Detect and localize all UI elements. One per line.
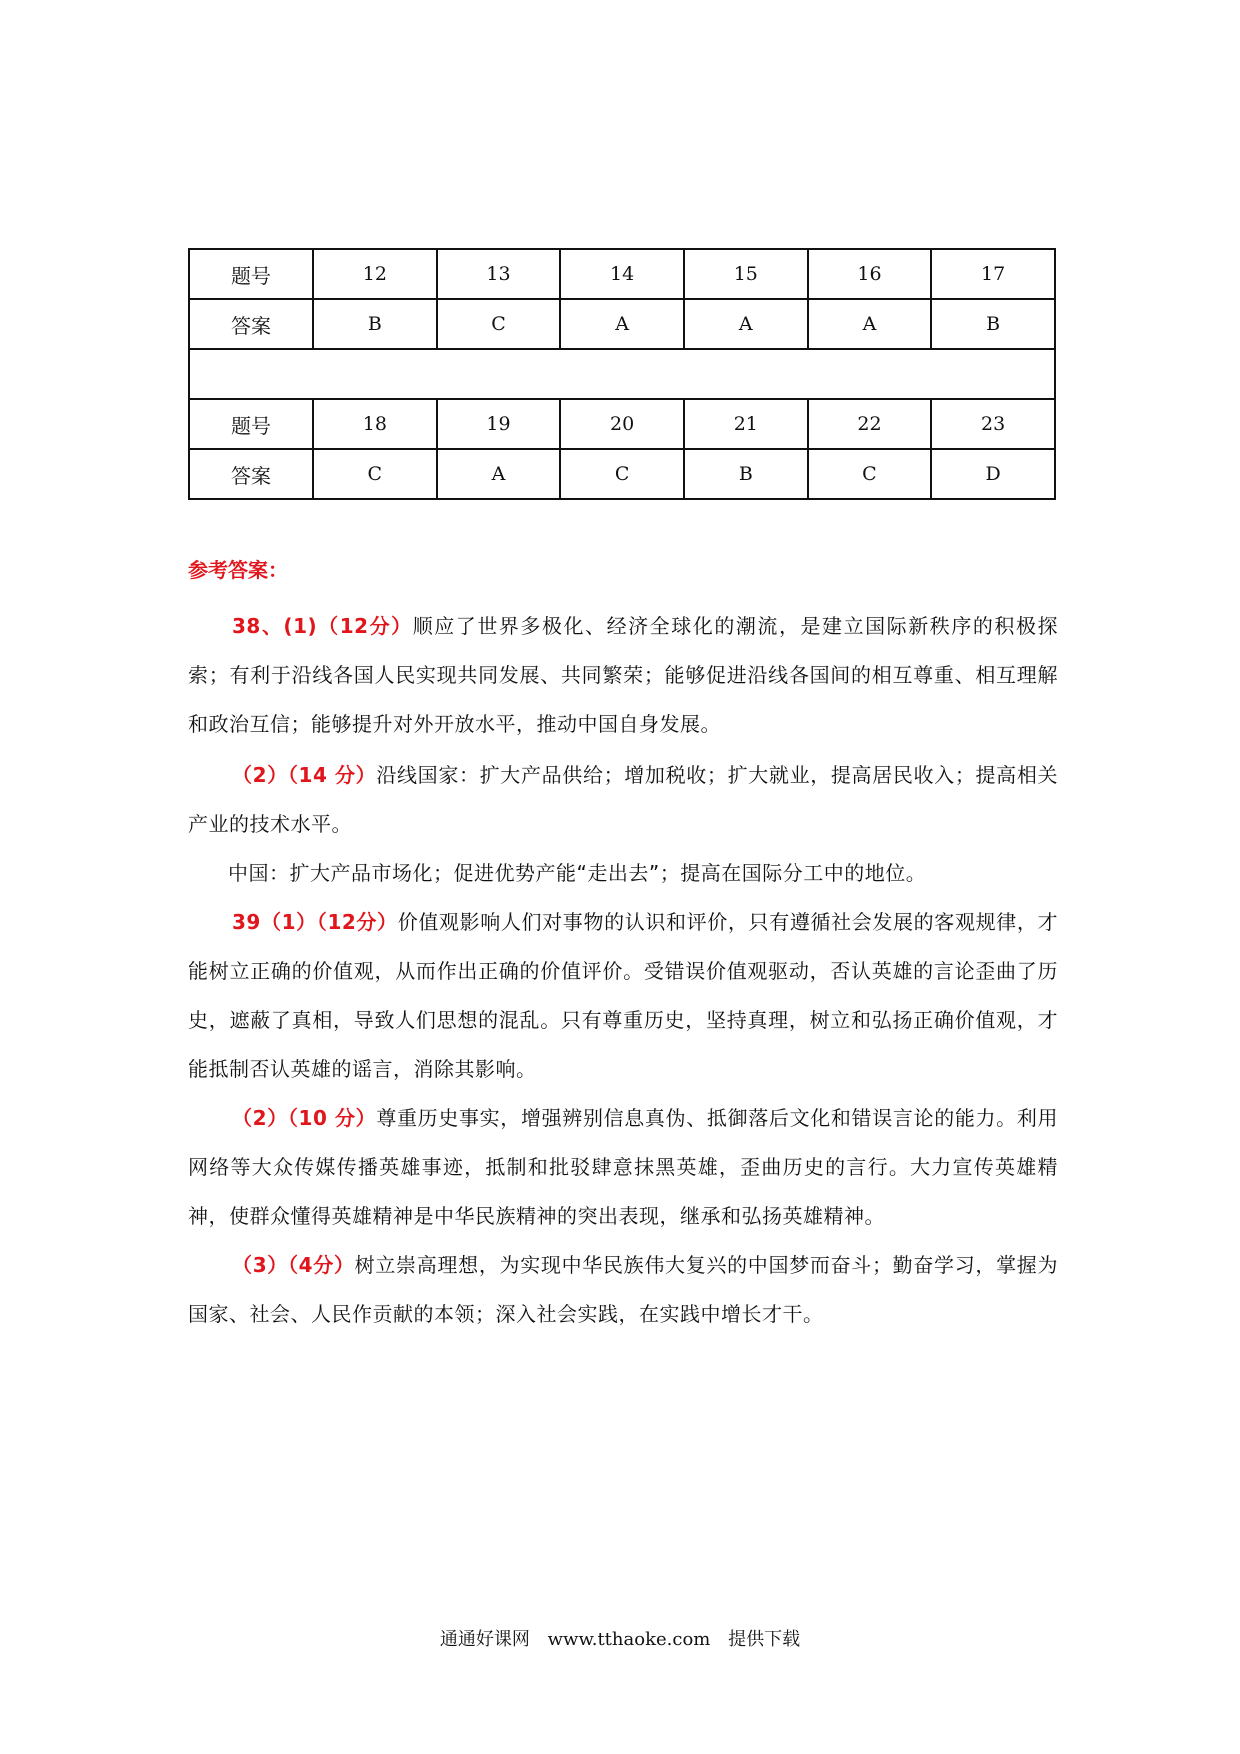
spacer-cell [189, 349, 1055, 399]
footer-site-name: 通通好课网 [439, 1629, 530, 1650]
question-number: 20 [560, 399, 684, 449]
answer-text: 价值观影响人们对事物的认识和评价，只有遵循社会发展的客观规律，才能树立正确的价值观，从而作出正确的价值评价。受错误价值观驱动，否认英雄的言论歪曲了历史，遮蔽了真相，导致人们思想的混乱。只有尊重历史，坚持真理，树立和弘扬正确价值观，才能抵制否认英雄的谣言，消除其影响。 [188, 910, 1058, 1081]
row-label-number: 题号 [189, 249, 313, 299]
page-footer [0, 1625, 1240, 1651]
answer-38-2-china [188, 849, 1058, 898]
question-number: 17 [931, 249, 1055, 299]
answer-cell: B [931, 299, 1055, 349]
reference-heading: 参考答案： [188, 558, 288, 582]
question-number: 23 [931, 399, 1055, 449]
question-number: 19 [437, 399, 561, 449]
answer-cell: A [560, 299, 684, 349]
question-number: 13 [437, 249, 561, 299]
table-row-answers-1 [189, 299, 1055, 349]
answer-text: 中国：扩大产品市场化；促进优势产能“走出去”；提高在国际分工中的地位。 [228, 861, 927, 885]
table-row-numbers-2 [189, 399, 1055, 449]
question-label: （3）（4分） [232, 1253, 355, 1277]
question-label: （2）（10 分） [232, 1106, 377, 1130]
question-label: 39（1）（12分） [232, 910, 398, 934]
answer-text: 顺应了世界多极化、经济全球化的潮流，是建立国际新秩序的积极探索；有利于沿线各国人民实现共同发展、共同繁荣；能够促进沿线各国间的相互尊重、相互理解和政治互信；能够提升对外开放水平，推动中国自身发展。 [188, 614, 1058, 736]
reference-answers [188, 552, 1058, 1339]
answer-cell: D [931, 449, 1055, 499]
question-label: 38、(1)（12分） [232, 614, 413, 638]
question-number: 22 [808, 399, 932, 449]
answer-39-2 [188, 1094, 1058, 1241]
question-number: 18 [313, 399, 437, 449]
question-label: （2）（14 分） [232, 763, 377, 787]
answer-38-2 [188, 751, 1058, 849]
answer-39-3 [188, 1241, 1058, 1339]
answer-text: 树立崇高理想，为实现中华民族伟大复兴的中国梦而奋斗；勤奋学习，掌握为国家、社会、人民作贡献的本领；深入社会实践，在实践中增长才干。 [188, 1253, 1058, 1326]
answer-cell: B [313, 299, 437, 349]
row-label-answer: 答案 [189, 299, 313, 349]
table-row-answers-2 [189, 449, 1055, 499]
question-number: 14 [560, 249, 684, 299]
answer-table [188, 248, 1056, 500]
answer-38-1 [188, 602, 1058, 749]
answer-cell: C [437, 299, 561, 349]
footer-suffix: 提供下载 [728, 1629, 801, 1650]
answer-cell: A [684, 299, 808, 349]
row-label-answer: 答案 [189, 449, 313, 499]
table-row-spacer [189, 349, 1055, 399]
answer-cell: A [437, 449, 561, 499]
answer-cell: C [313, 449, 437, 499]
row-label-number: 题号 [189, 399, 313, 449]
question-number: 12 [313, 249, 437, 299]
answer-39-1 [188, 898, 1058, 1094]
answer-cell: B [684, 449, 808, 499]
answer-text: 尊重历史事实，增强辨别信息真伪、抵御落后文化和错误言论的能力。利用网络等大众传媒传播英雄事迹，抵制和批驳肆意抹黑英雄，歪曲历史的言行。大力宣传英雄精神，使群众懂得英雄精神是中华民族精神的突出表现，继承和弘扬英雄精神。 [188, 1106, 1058, 1228]
answer-cell: A [808, 299, 932, 349]
question-number: 21 [684, 399, 808, 449]
answer-cell: C [560, 449, 684, 499]
question-number: 15 [684, 249, 808, 299]
table-row-numbers-1 [189, 249, 1055, 299]
footer-url[interactable]: www.tthaoke.com [547, 1629, 711, 1650]
answer-cell: C [808, 449, 932, 499]
question-number: 16 [808, 249, 932, 299]
answer-text: 沿线国家：扩大产品供给；增加税收；扩大就业，提高居民收入；提高相关产业的技术水平。 [188, 763, 1058, 836]
